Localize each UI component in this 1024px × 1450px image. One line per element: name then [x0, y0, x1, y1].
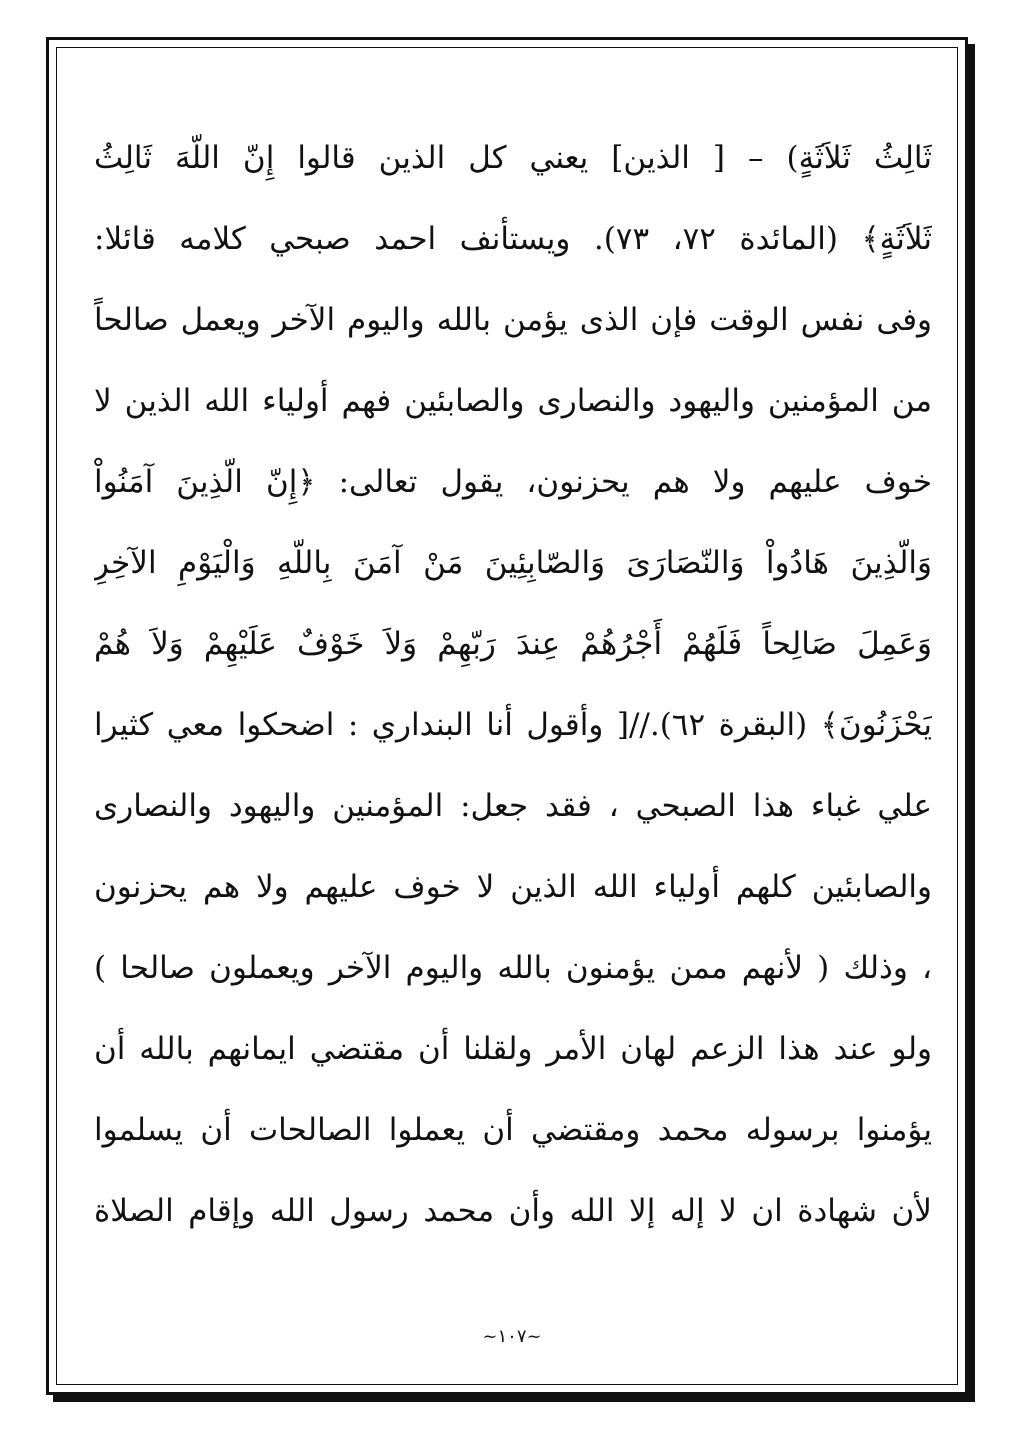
text-line: خوف عليهم ولا هم يحزنون، يقول تعالى: ﴿إِنّ الّذِينَ آمَنُواْ — [94, 464, 932, 500]
text-line: يَحْزَنُونَ﴾ (البقرة ٦٢).//[ وأقول أنا البنداري : اضحكوا معي كثيرا — [94, 707, 932, 743]
text-line: لأن شهادة ان لا إله إلا الله وأن محمد رسول الله وإقام الصلاة — [94, 1193, 932, 1229]
text-line: والصابئين كلهم أولياء الله الذين لا خوف عليهم ولا هم يحزنون — [94, 869, 932, 905]
text-line: يؤمنوا برسوله محمد ومقتضي أن يعملوا الصالحات أن يسلموا — [94, 1112, 932, 1148]
text-line: وَالّذِينَ هَادُواْ وَالنّصَارَىَ وَالصّابِئِينَ مَنْ آمَنَ بِاللّهِ وَالْيَوْمِ الآخِرِ — [94, 545, 932, 581]
text-line: ، وذلك ( لأنهم ممن يؤمنون بالله واليوم الآخر ويعملون صالحا ) — [94, 950, 932, 986]
document-body — [94, 118, 932, 1252]
text-line: ثَالِثُ ثَلاَثَةٍ) – [ الذين] يعني كل الذين قالوا إِنّ اللّهَ ثَالِثُ — [94, 140, 932, 176]
text-line: وفى نفس الوقت فإن الذى يؤمن بالله واليوم الآخر ويعمل صالحاً — [94, 302, 932, 338]
text-line: وَعَمِلَ صَالِحاً فَلَهُمْ أَجْرُهُمْ عِندَ رَبّهِمْ وَلاَ خَوْفٌ عَلَيْهِمْ وَلاَ هُمْ — [94, 626, 932, 662]
text-line: ثَلاَثَةٍ﴾ (المائدة ٧٢، ٧٣). ويستأنف احمد صبحي كلامه قائلا: — [94, 221, 932, 257]
text-line: علي غباء هذا الصبحي ، فقد جعل: المؤمنين واليهود والنصارى — [94, 788, 932, 824]
page-number: ~١٠٧~ — [482, 1326, 542, 1347]
text-line: ولو عند هذا الزعم لهان الأمر ولقلنا أن مقتضي ايمانهم بالله أن — [94, 1031, 932, 1067]
text-line: من المؤمنين واليهود والنصارى والصابئين فهم أولياء الله الذين لا — [94, 383, 932, 419]
